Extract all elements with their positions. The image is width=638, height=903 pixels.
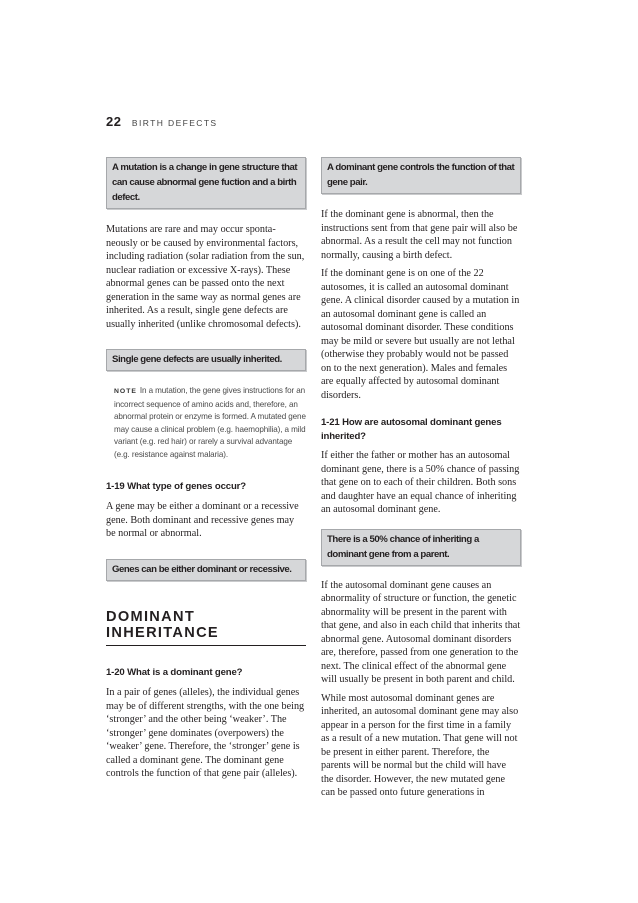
- paragraph-dominant-gene: In a pair of genes (alleles), the individual genes may be of different strengths, with the one being ‘stronger’ and the other being ‘weaker’. The ‘stronger’ gene dominates (overpowers) the ‘weaker’ gene. Therefore, the ‘stronger’ gene is called a dominant gene. The dominant gene controls the function of that gene pair (alleles).: [106, 687, 305, 780]
- paragraph-inheritance-chance: If either the father or mother has an autosomal dominant gene, there is a 50% chance of passing that gene on to each of their children. Both sons and daughter have an equal chance of inheriting an autosomal dominant gene.: [321, 450, 520, 515]
- paragraph-mutations-rare: Mutations are rare and may occur sponta-neously or be caused by environmental factors, including radiation (solar radiation from the sun, nuclear radiation or excessive X-rays). These abnormal genes can be passed onto the next generation in the same way as normal genes are inherited. As a result, single gene defects are usually inherited (unlike chromosomal defects).: [106, 224, 305, 330]
- running-title: BIRTH DEFECTS: [131, 118, 218, 128]
- section-heading: DOMINANT INHERITANCE: [106, 609, 306, 646]
- note-text: In a mutation, the gene gives instructions for an incorrect sequence of amino acids and, therefore, an abnormal protein or enzyme is formed. A mutated gene may cause a clinical problem (e.g. haemophilia), a mild variant (e.g. red hair) or rarely a survival advantage (e.g. resistance against malaria).: [114, 386, 306, 459]
- question-1-20: 1-20 What is a dominant gene?: [106, 666, 243, 678]
- question-1-19: 1-19 What type of genes occur?: [106, 480, 246, 492]
- callout-fifty-percent: There is a 50% chance of inheriting a dominant gene from a parent.: [321, 529, 521, 566]
- right-column: [321, 153, 521, 800]
- page-number: 22: [106, 114, 122, 129]
- paragraph-abnormality-present: If the autosomal dominant gene causes an abnormality of structure or function, the genetic abnormality will be present in the parent with that gene, and also in each child that inherits that abnormal gene. Autosomal dominant disorders are, therefore, passed from one generation to the next. The clinical effect of the abnormal gene will usually be present in both parent and child.: [321, 579, 521, 685]
- paragraph-new-mutation: While most autosomal dominant genes are inherited, an autosomal dominant gene may also appear in a person for the first time in a family as a result of a new mutation. That gene will not be present in either parent. Therefore, the parents will be normal but the child will have the disorder. However, the new mutated gene can be passed onto future generations in: [321, 692, 519, 798]
- note-label: NOTE: [114, 388, 137, 395]
- callout-dominant-recessive: Genes can be either dominant or recessive.: [106, 559, 306, 581]
- callout-dominant-controls: A dominant gene controls the function of that gene pair.: [321, 157, 521, 194]
- paragraph-gene-types: A gene may be either a dominant or a recessive gene. Both dominant and recessive genes may be normal or abnormal.: [106, 501, 299, 540]
- question-1-21: 1-21 How are autosomal dominant genes inherited?: [321, 417, 502, 442]
- running-header: [106, 113, 218, 131]
- paragraph-dominant-abnormal: If the dominant gene is abnormal, then the instructions sent from that gene pair will also be abnormal. As a result the cell may not function normally, causing a birth defect.: [321, 209, 518, 261]
- paragraph-autosomal-dominant: If the dominant gene is on one of the 22 autosomes, it is called an autosomal dominant gene. A clinical disorder caused by a mutation in an autosomal dominant gene is called an autosomal dominant disorder. These conditions may be mild or severe but usually are not lethal (otherwise they probably would not be passed on to the next generation). Males and females are equally affected by autosomal dominant disorders.: [321, 268, 520, 401]
- callout-mutation: A mutation is a change in gene structure that can cause abnormal gene fuction and a birth defect.: [106, 157, 306, 209]
- note-block: [106, 385, 306, 462]
- left-column: [106, 153, 306, 781]
- callout-single-gene: Single gene defects are usually inherited.: [106, 349, 306, 371]
